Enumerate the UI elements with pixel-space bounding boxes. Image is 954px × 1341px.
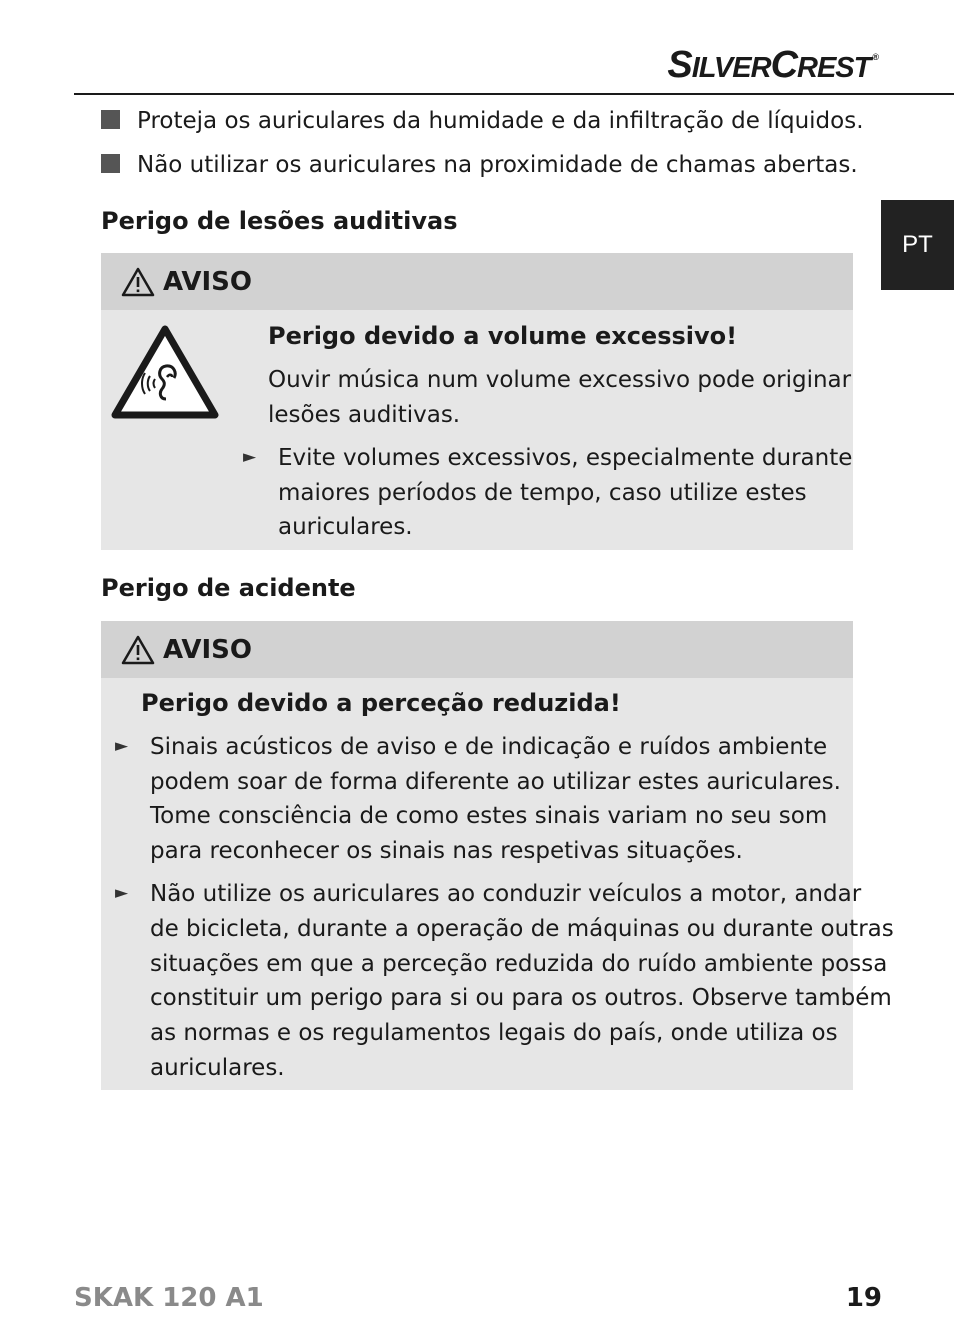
warning-header <box>101 621 853 678</box>
text-line: de bicicleta, durante a operação de máquinas ou durante outras <box>150 916 894 942</box>
list-item: Proteja os auriculares da humidade e da infiltração de líquidos. <box>101 108 864 134</box>
text-line: Sinais acústicos de aviso e de indicação e ruídos ambiente <box>150 734 828 760</box>
arrow-bullet-icon: ► <box>243 447 257 467</box>
hearing-damage-icon <box>110 323 220 421</box>
warning-title: Perigo devido a volume excessivo! <box>268 322 738 350</box>
warning-header <box>101 253 853 310</box>
warning-label: AVISO <box>163 635 252 665</box>
text-line: as normas e os regulamentos legais do país, onde utiliza os <box>150 1020 838 1046</box>
arrow-bullet-icon: ► <box>115 883 129 903</box>
warning-triangle-icon <box>121 635 155 665</box>
text-line: constituir um perigo para si ou para os outros. Observe também <box>150 985 892 1011</box>
text-line: Tome consciência de como estes sinais variam no seu som <box>150 803 828 829</box>
warning-label: AVISO <box>163 267 252 297</box>
square-bullet-icon <box>101 154 120 173</box>
text-line: auriculares. <box>278 514 413 540</box>
text-line: podem soar de forma diferente ao utilizar estes auriculares. <box>150 769 841 795</box>
silvercrest-logo: SILVERCREST ® <box>667 44 878 86</box>
text-line: Não utilize os auriculares ao conduzir veículos a motor, andar <box>150 881 862 907</box>
list-item: Não utilizar os auriculares na proximidade de chamas abertas. <box>101 152 858 178</box>
language-tab: PT <box>881 200 954 290</box>
text-line: Evite volumes excessivos, especialmente durante <box>278 445 853 471</box>
page-number: 19 <box>845 1283 882 1313</box>
square-bullet-icon <box>101 110 120 129</box>
text-line: auriculares. <box>150 1055 285 1081</box>
header-rule <box>74 93 954 95</box>
warning-title: Perigo devido a perceção reduzida! <box>141 689 621 717</box>
arrow-bullet-icon: ► <box>115 736 129 756</box>
warning-triangle-icon <box>121 267 155 297</box>
text-line: situações em que a perceção reduzida do ruído ambiente possa <box>150 951 888 977</box>
section-heading: Perigo de acidente <box>101 574 356 602</box>
section-heading: Perigo de lesões auditivas <box>101 207 458 235</box>
text-line: lesões auditivas. <box>268 402 461 428</box>
text-line: Ouvir música num volume excessivo pode originar <box>268 367 852 393</box>
text-line: maiores períodos de tempo, caso utilize estes <box>278 480 807 506</box>
model-number: SKAK 120 A1 <box>74 1283 264 1313</box>
text-line: para reconhecer os sinais nas respetivas situações. <box>150 838 743 864</box>
